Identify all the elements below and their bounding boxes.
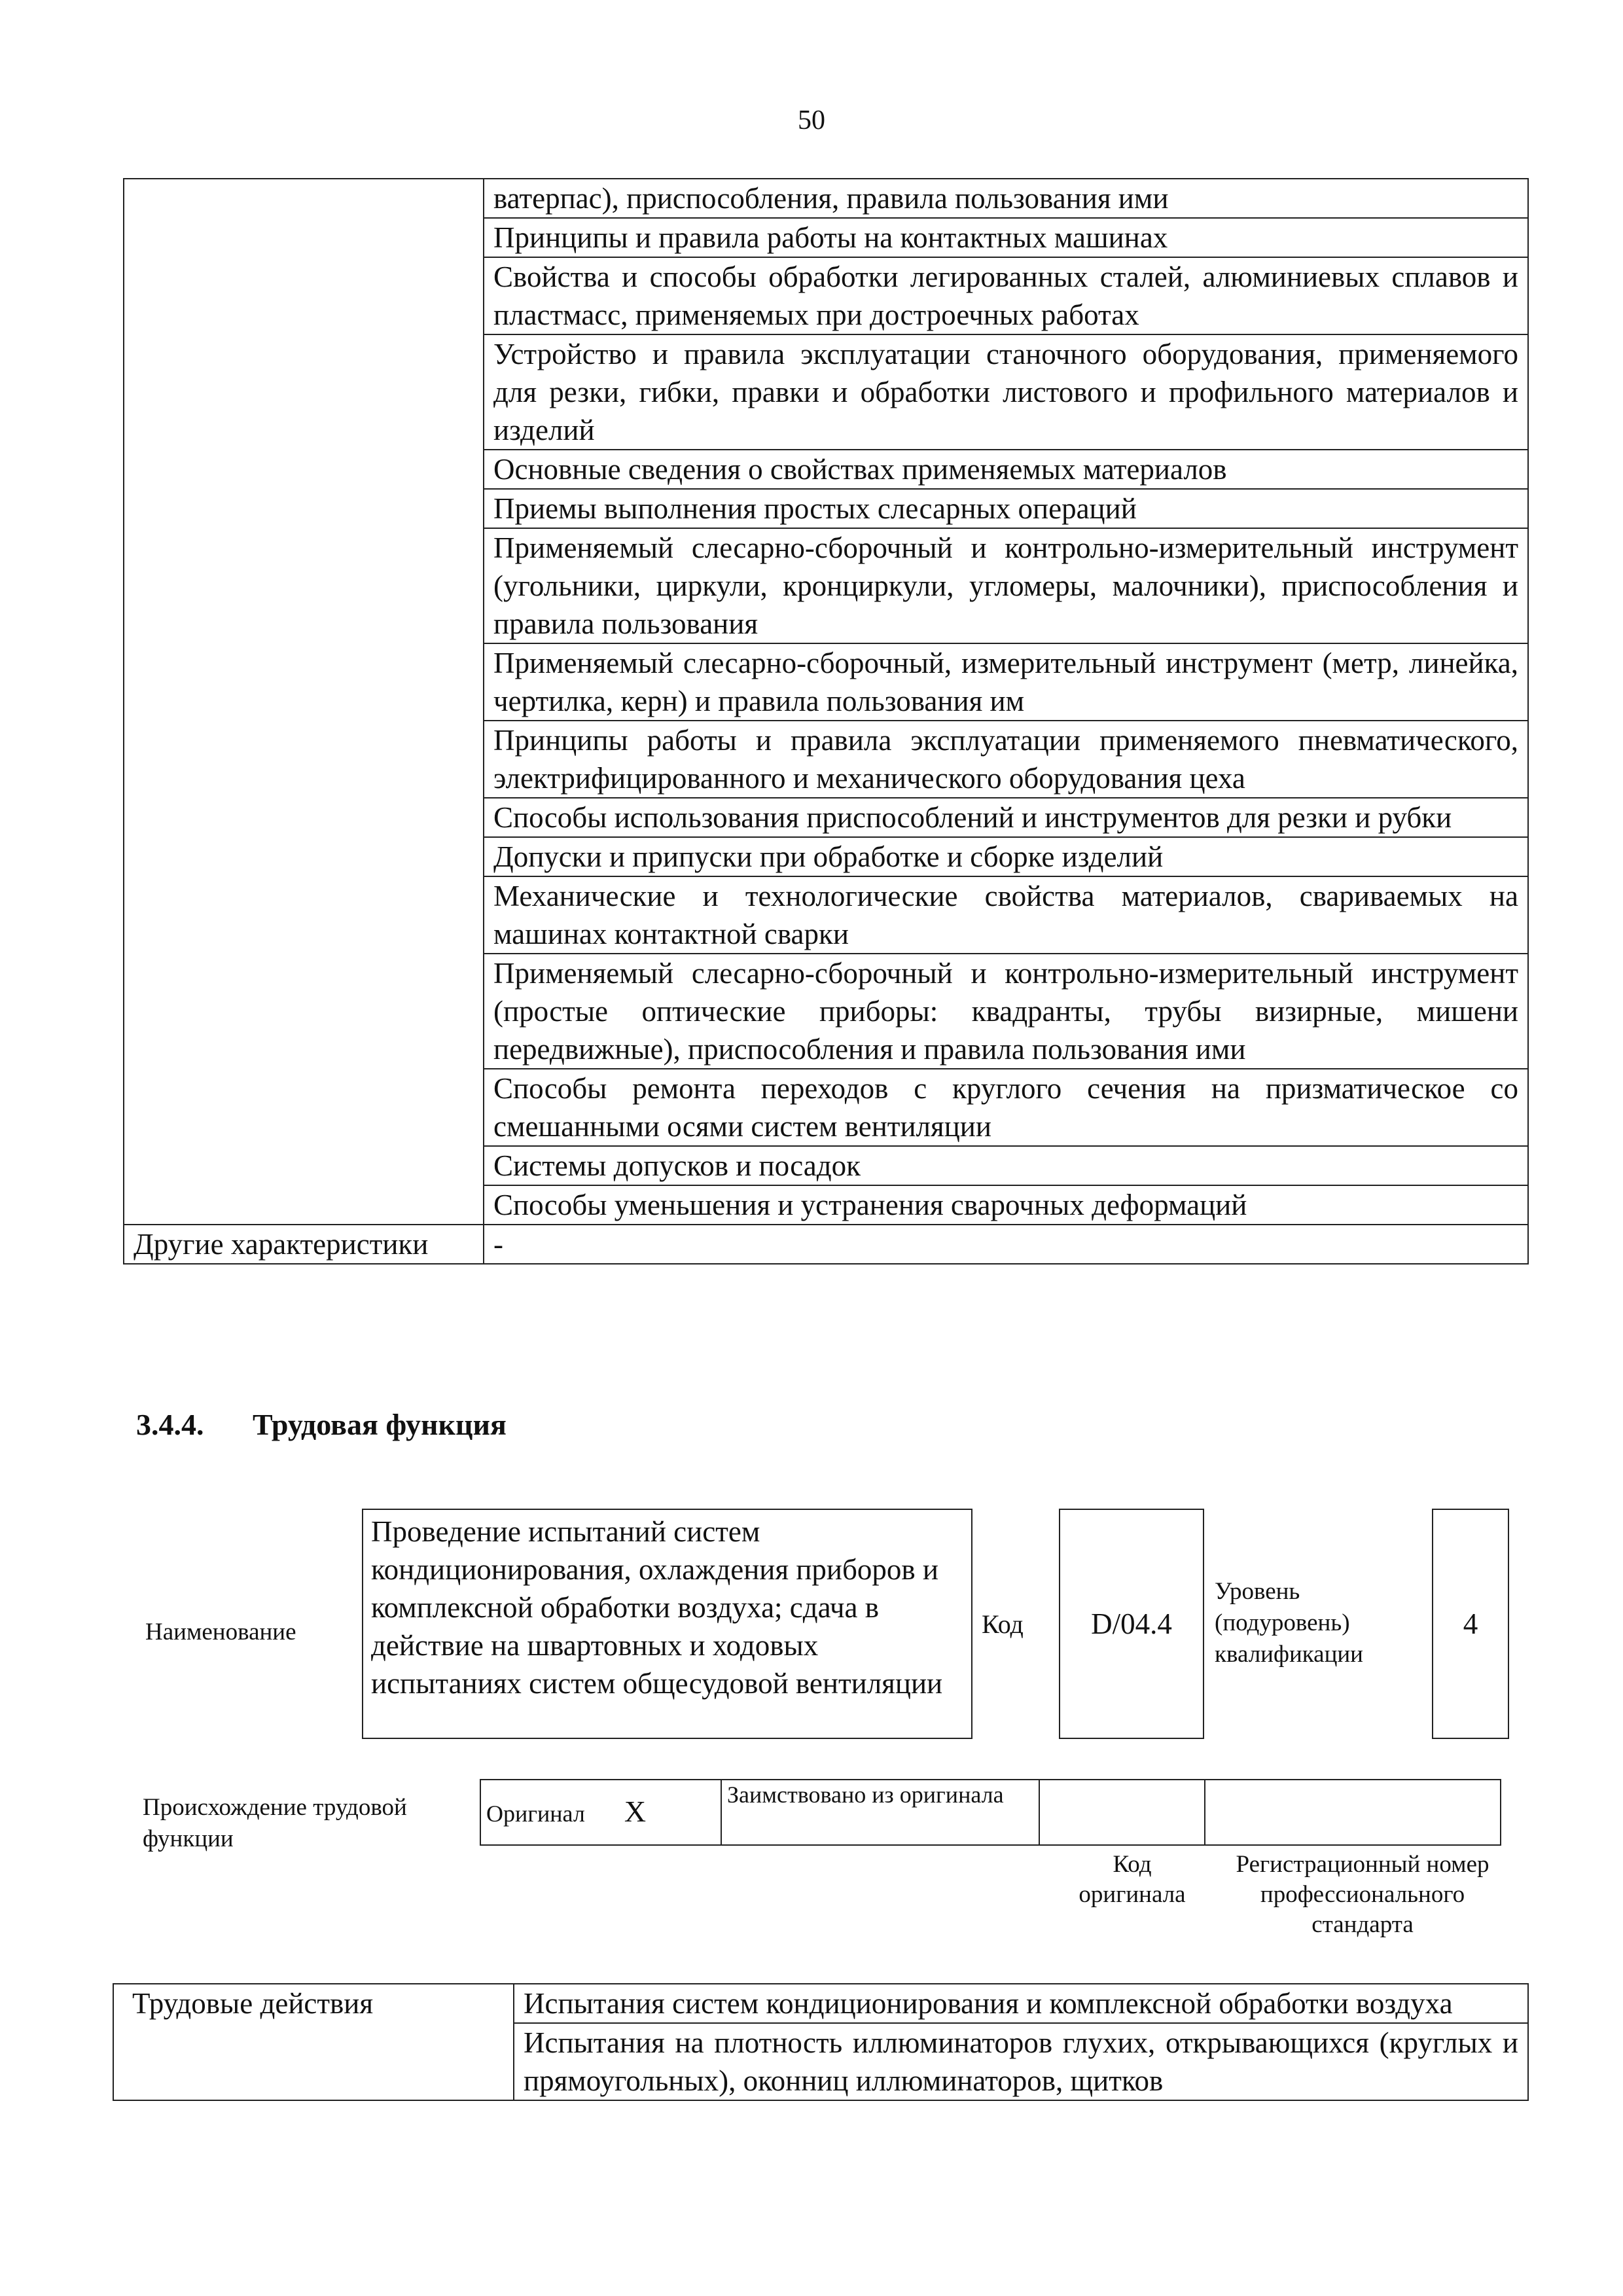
original-label: Оригинал: [486, 1800, 585, 1827]
knowledge-item: ватерпас), приспособления, правила пользования ими: [484, 179, 1528, 218]
knowledge-item: Принципы работы и правила эксплуатации применяемого пневматического, электрифицированного и механического оборудования цеха: [484, 721, 1528, 798]
name-label: Наименование: [145, 1619, 296, 1645]
knowledge-item: Системы допусков и посадок: [484, 1146, 1528, 1185]
registration-caption: Регистрационный номер профессионального стандарта: [1236, 1851, 1489, 1938]
knowledge-item: Принципы и правила работы на контактных машинах: [484, 218, 1528, 257]
labor-actions-label: Трудовые действия: [113, 1984, 514, 2100]
other-characteristics-value: -: [484, 1225, 1528, 1264]
table-row: [113, 1984, 1528, 2023]
section-title: Трудовая функция: [253, 1408, 507, 1441]
knowledge-item: Применяемый слесарно-сборочный и контрольно-измерительный инструмент (угольники, циркули, кронциркули, угломеры, малочники), приспособления и правила пользования: [484, 528, 1528, 643]
table-row: [124, 179, 1528, 218]
labor-action-item: Испытания на плотность иллюминаторов глухих, открывающихся (круглых и прямоугольных), оконниц иллюминаторов, щитков: [514, 2023, 1528, 2100]
knowledge-item: Механические и технологические свойства материалов, свариваемых на машинах контактной сварки: [484, 876, 1528, 954]
knowledge-table: [123, 178, 1529, 1265]
function-code: D/04.4: [1091, 1607, 1172, 1640]
section-number: 3.4.4.: [136, 1408, 204, 1441]
original-mark: X: [624, 1794, 647, 1828]
page-number: 50: [798, 105, 825, 135]
left-empty-cell: [124, 179, 484, 1225]
origin-label: Происхождение трудовой функции: [143, 1794, 407, 1852]
origin-code-cell: [1039, 1780, 1205, 1845]
table-row: [124, 1225, 1528, 1264]
knowledge-item: Основные сведения о свойствах применяемых материалов: [484, 450, 1528, 489]
knowledge-item: Способы уменьшения и устранения сварочных деформаций: [484, 1185, 1528, 1225]
origin-table: [480, 1779, 1501, 1846]
knowledge-item: Устройство и правила эксплуатации станочного оборудования, применяемого для резки, гибки, правки и обработки листового и профильного материалов и изделий: [484, 334, 1528, 450]
knowledge-item: Применяемый слесарно-сборочный и контрольно-измерительный инструмент (простые оптические приборы: квадранты, трубы визирные, мишени передвижные), приспособления и правила пользования ими: [484, 954, 1528, 1069]
knowledge-item: Применяемый слесарно-сборочный, измерительный инструмент (метр, линейка, чертилка, керн) и правила пользования им: [484, 643, 1528, 721]
knowledge-item: Приемы выполнения простых слесарных операций: [484, 489, 1528, 528]
function-name-box: Проведение испытаний систем кондиционирования, охлаждения приборов и комплексной обработки воздуха; сдача в действие на швартовных и ходовых испытаниях систем общесудовой вентиляции: [362, 1509, 972, 1739]
labor-actions-table: [113, 1983, 1529, 2101]
knowledge-item: Свойства и способы обработки легированных сталей, алюминиевых сплавов и пластмасс, применяемых при достроечных работах: [484, 257, 1528, 334]
labor-action-item: Испытания систем кондиционирования и комплексной обработки воздуха: [514, 1984, 1528, 2023]
other-characteristics-label: Другие характеристики: [124, 1225, 484, 1264]
level-label: Уровень (подуровень) квалификации: [1215, 1578, 1363, 1668]
level-value: 4: [1463, 1607, 1478, 1640]
borrowed-cell: Заимствовано из оригинала: [721, 1780, 1039, 1845]
function-code-box: [1059, 1509, 1204, 1739]
code-caption: Код оригинала: [1079, 1851, 1186, 1908]
section-heading: [136, 1407, 507, 1442]
knowledge-item: Способы ремонта переходов с круглого сечения на призматическое со смешанными осями систем вентиляции: [484, 1069, 1528, 1146]
original-cell: [480, 1780, 721, 1845]
knowledge-item: Допуски и припуски при обработке и сборке изделий: [484, 837, 1528, 876]
level-box: [1432, 1509, 1509, 1739]
registration-number-cell: [1205, 1780, 1501, 1845]
knowledge-item: Способы использования приспособлений и инструментов для резки и рубки: [484, 798, 1528, 837]
code-label: Код: [982, 1609, 1024, 1639]
